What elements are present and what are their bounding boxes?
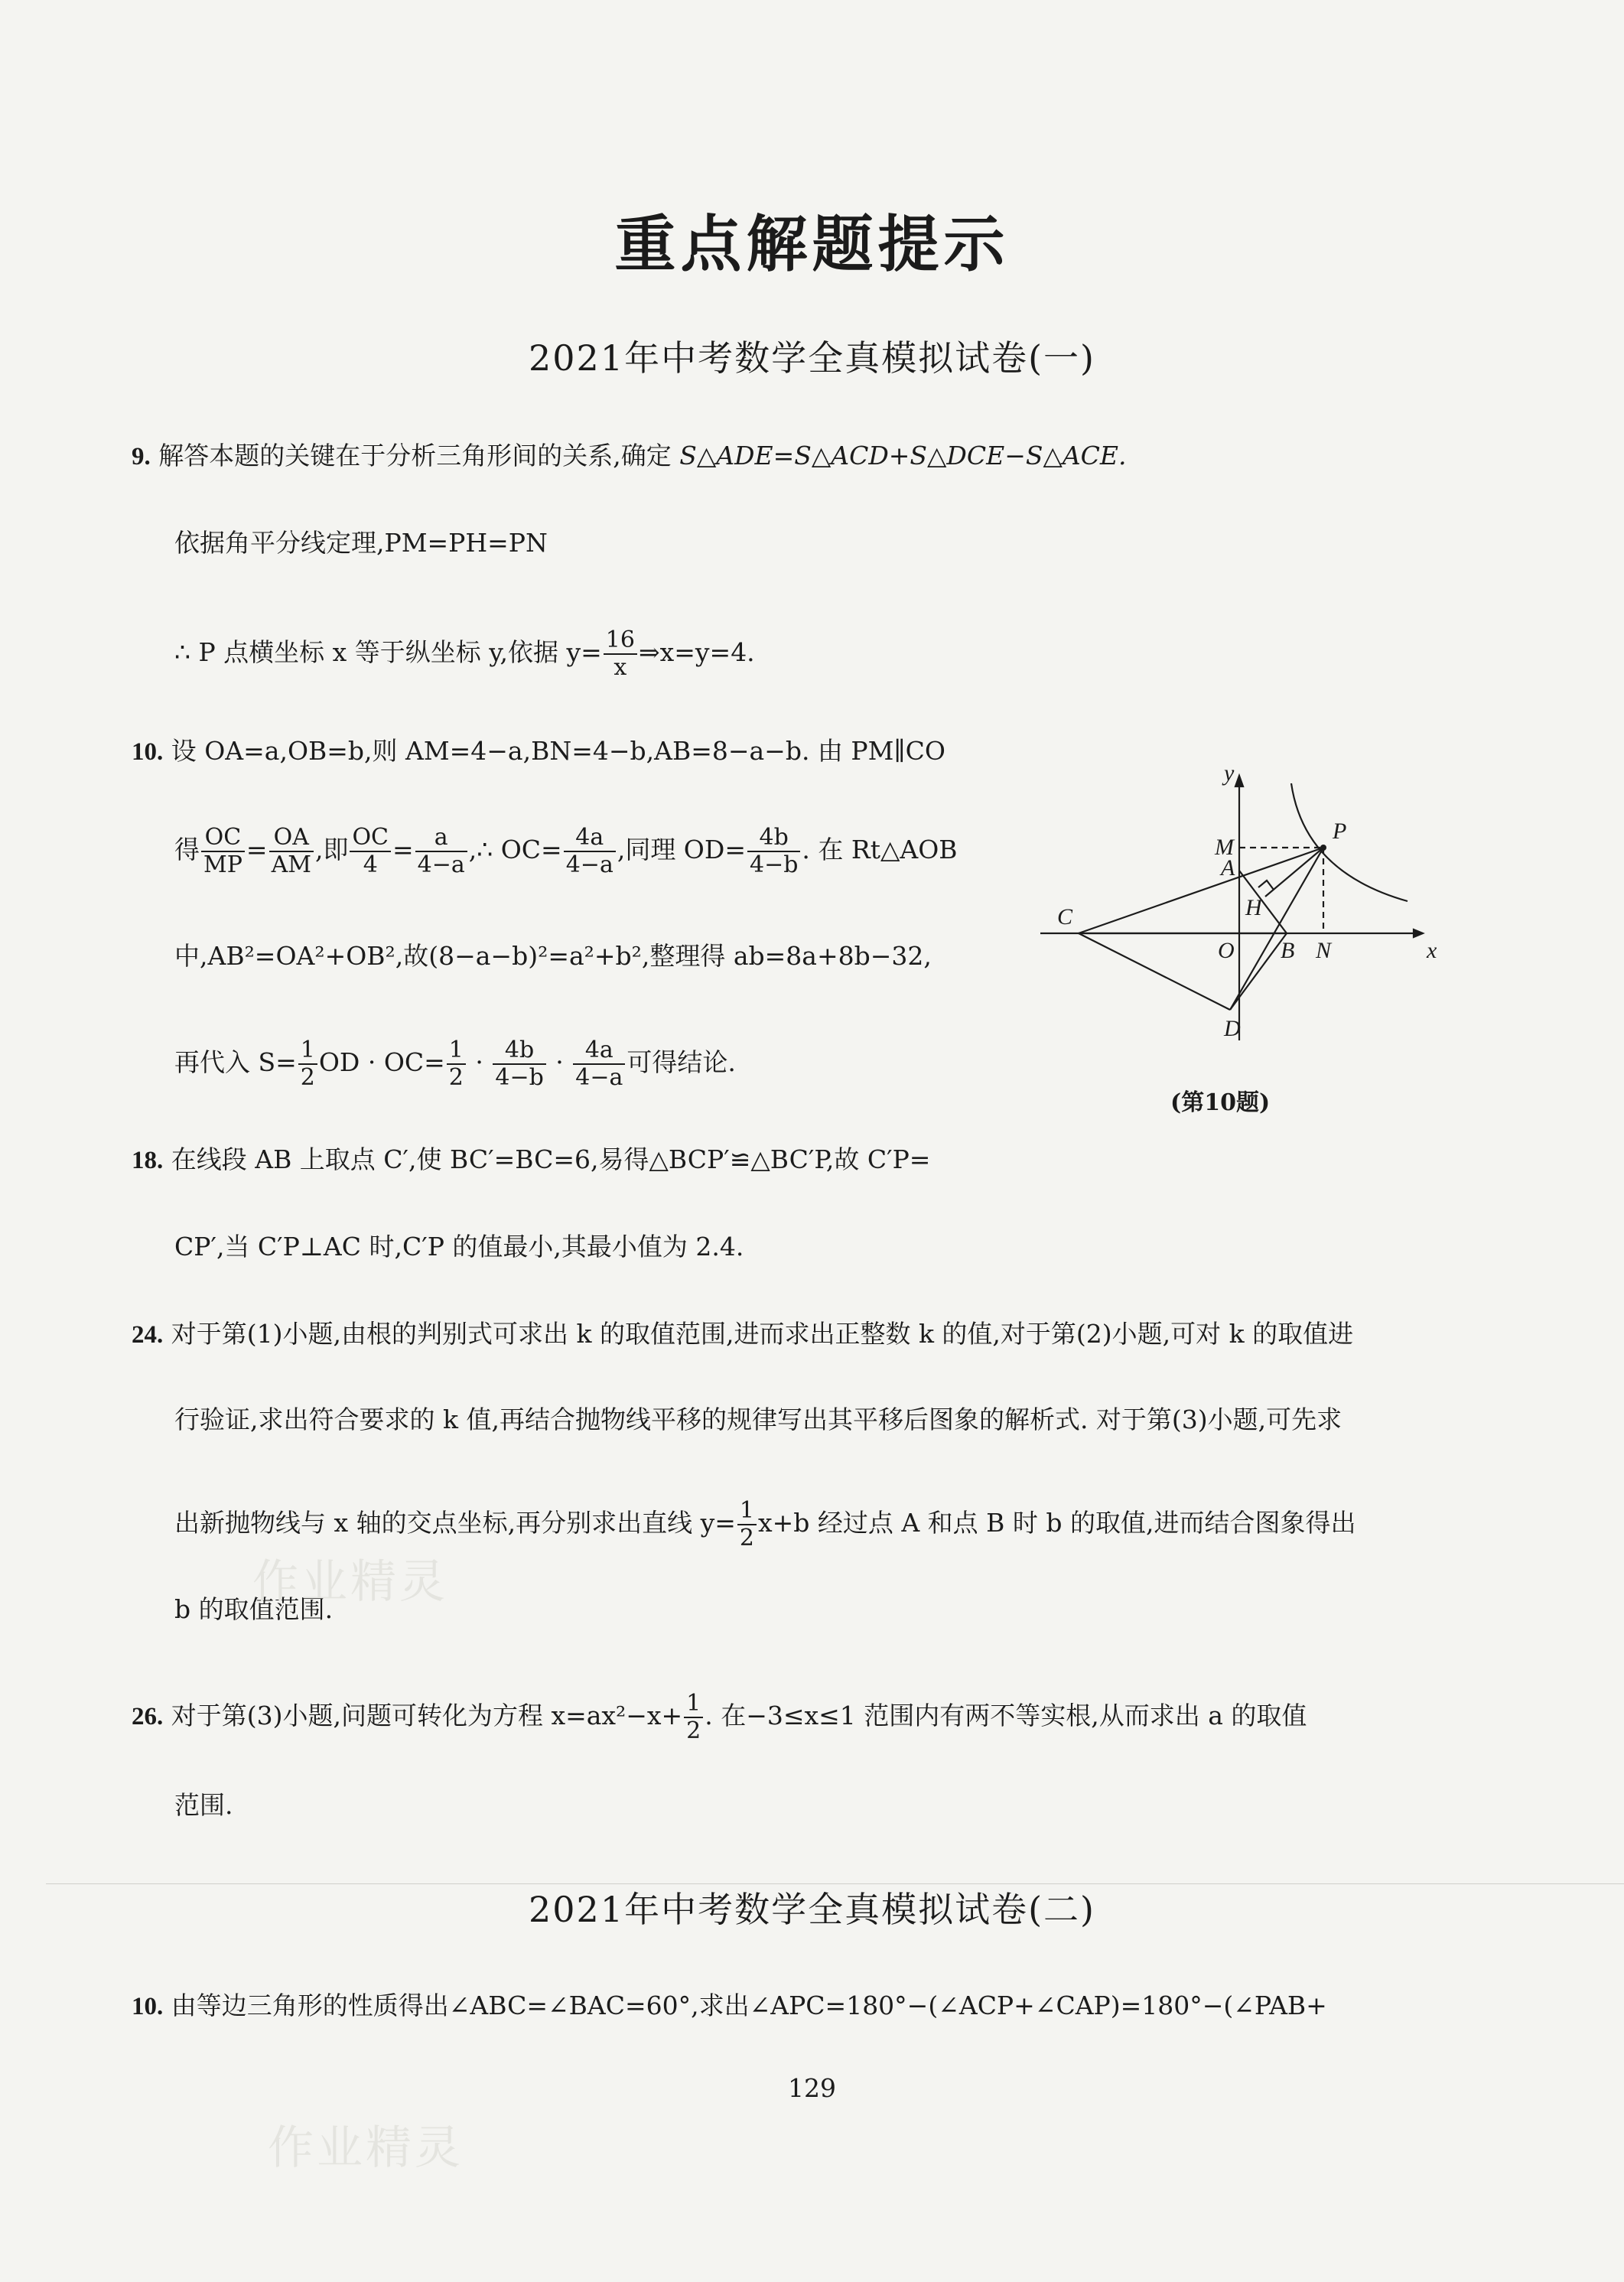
- q9-line-2: 依据角平分线定理,PM=PH=PN: [174, 528, 548, 558]
- point-p: [1320, 845, 1326, 851]
- q10-l2-a: 得: [174, 835, 200, 864]
- s2-q10-number: 10.: [132, 1993, 164, 2020]
- label-o: O: [1218, 938, 1235, 963]
- q26-line-2: 范围.: [174, 1790, 233, 1820]
- q10-frac-5: $\frac{4a}{4-a}$: [564, 825, 616, 878]
- q10-frac-7: $\frac{1}{2}$: [298, 1037, 317, 1091]
- q24-l1: 对于第(1)小题,由根的判别式可求出 k 的取值范围,进而求出正整数 k 的值,对于第(2)小题,可对 k 的取值进: [171, 1319, 1354, 1349]
- q24-l3-a: 出新抛物线与 x 轴的交点坐标,再分别求出直线 y=: [174, 1508, 736, 1538]
- q24-line-4: b 的取值范围.: [174, 1594, 334, 1624]
- q10-dot-1: ·: [467, 1047, 492, 1077]
- label-x: x: [1427, 938, 1437, 963]
- q10-frac-6: $\frac{4b}{4-b}$: [747, 825, 800, 878]
- q10-frac-8: $\frac{1}{2}$: [447, 1037, 466, 1091]
- q10-l4-c: 可得结论.: [626, 1047, 736, 1077]
- s2-q10-l1: 由等边三角形的性质得出∠ABC=∠BAC=60°,求出∠APC=180°−(∠ACP+∠CAP)=180°−(∠PAB+: [171, 1991, 1327, 2020]
- q10-line-3: 中,AB²=OA²+OB²,故(8−a−b)²=a²+b²,整理得 ab=8a+8b−32,: [174, 941, 932, 971]
- label-a: A: [1221, 855, 1235, 881]
- q10-eq-2: =: [392, 835, 414, 864]
- q10-l1: 设 OA=a,OB=b,则 AM=4−a,BN=4−b,AB=8−a−b. 由 PM∥CO: [171, 736, 945, 766]
- q26-l1-a: 对于第(3)小题,问题可转化为方程 x=ax²−x+: [171, 1701, 683, 1730]
- q9-text: 解答本题的关键在于分析三角形间的关系,确定: [158, 441, 680, 470]
- q10-l2-d: ,同理 OD=: [617, 835, 746, 864]
- q24-number: 24.: [132, 1321, 164, 1349]
- label-y: y: [1224, 760, 1235, 786]
- q18-line-2: CP′,当 C′P⊥AC 时,C′P 的值最小,其最小值为 2.4.: [174, 1232, 744, 1261]
- q10-dot-2: ·: [547, 1047, 572, 1077]
- label-m: M: [1215, 835, 1234, 860]
- q26-number: 26.: [132, 1703, 164, 1730]
- q26-line-1: [132, 1691, 1307, 1744]
- page-title: 重点解题提示: [614, 208, 1010, 280]
- q9-fraction: [604, 627, 637, 681]
- q18-line-1: [132, 1141, 930, 1179]
- label-d: D: [1224, 1016, 1241, 1041]
- q10-line-1: [132, 733, 945, 770]
- y-axis-arrow: [1235, 776, 1243, 786]
- q26-l1-b: . 在−3≤x≤1 范围内有两不等实根,从而求出 a 的取值: [705, 1701, 1307, 1730]
- q10-line-4: [174, 1037, 736, 1091]
- figure-caption: (第10题): [1170, 1089, 1271, 1116]
- q10-eq: =: [246, 835, 268, 864]
- q10-l4-a: 再代入 S=: [174, 1047, 297, 1077]
- right-angle-mark: [1258, 881, 1274, 890]
- label-c: C: [1057, 904, 1073, 929]
- q10-frac-4: $\frac{a}{4-a}$: [415, 825, 467, 878]
- q9-line-3: [174, 627, 755, 681]
- q9-frac-den: x: [613, 654, 627, 681]
- q24-line-3: [174, 1498, 1356, 1551]
- q10-frac-2: $\frac{OA}{AM}$: [269, 825, 314, 878]
- q10-number: 10.: [132, 738, 164, 766]
- q10-l2-e: . 在 Rt△AOB: [802, 835, 958, 864]
- q9-frac-num: 16: [604, 627, 637, 655]
- q18-l1: 在线段 AB 上取点 C′,使 BC′=BC=6,易得△BCP′≌△BC′P,故 C′P=: [171, 1144, 931, 1174]
- q18-number: 18.: [132, 1147, 164, 1174]
- section-title-1: 2021年中考数学全真模拟试卷(一): [529, 337, 1095, 379]
- q9-formula: S△ADE=S△ACD+S△DCE−S△ACE.: [679, 441, 1127, 470]
- s2-q10-line-1: [132, 1987, 1327, 2025]
- x-axis-arrow: [1414, 929, 1423, 937]
- q24-line-1: [132, 1316, 1353, 1353]
- q10-frac-3: $\frac{OC}{4}$: [350, 825, 391, 878]
- label-h: H: [1245, 895, 1262, 920]
- q9-number: 9.: [132, 443, 151, 470]
- watermark-2: 作业精灵: [268, 2121, 464, 2175]
- q10-frac-1: $\frac{OC}{MP}$: [201, 825, 245, 878]
- q10-l2-c: ,∴ OC=: [468, 835, 562, 864]
- hyperbola-curve: [1291, 783, 1408, 901]
- q24-line-2: 行验证,求出符合要求的 k 值,再结合抛物线平移的规律写出其平移后图象的解析式. 对于第(3)小题,可先求: [174, 1405, 1342, 1434]
- label-n: N: [1316, 938, 1332, 963]
- page-number: 129: [788, 2073, 836, 2103]
- line-cd: [1079, 933, 1230, 1010]
- q24-l3-b: x+b 经过点 A 和点 B 时 b 的取值,进而结合图象得出: [757, 1508, 1356, 1538]
- q10-l2-b: ,即: [314, 835, 349, 864]
- label-b: B: [1281, 938, 1295, 963]
- q9-l3-b: ⇒x=y=4.: [638, 637, 755, 667]
- section-title-2: 2021年中考数学全真模拟试卷(二): [529, 1889, 1095, 1930]
- line-dp: [1230, 848, 1323, 1010]
- q10-frac-9: $\frac{4b}{4-b}$: [493, 1037, 545, 1091]
- watermark-1: 作业精灵: [252, 1555, 448, 1609]
- q9-l3-a: ∴ P 点横坐标 x 等于纵坐标 y,依据 y=: [174, 637, 602, 667]
- line-cp: [1079, 848, 1323, 933]
- q26-fraction: $\frac{1}{2}$: [684, 1691, 703, 1744]
- q9-line-1: [132, 438, 1127, 475]
- label-p: P: [1333, 819, 1347, 844]
- q10-frac-10: $\frac{4a}{4-a}$: [573, 1037, 625, 1091]
- q24-fraction: $\frac{1}{2}$: [737, 1498, 757, 1551]
- q10-line-2: [174, 825, 958, 878]
- q10-l4-b: OD · OC=: [318, 1047, 445, 1077]
- q10-figure: [1040, 757, 1438, 1048]
